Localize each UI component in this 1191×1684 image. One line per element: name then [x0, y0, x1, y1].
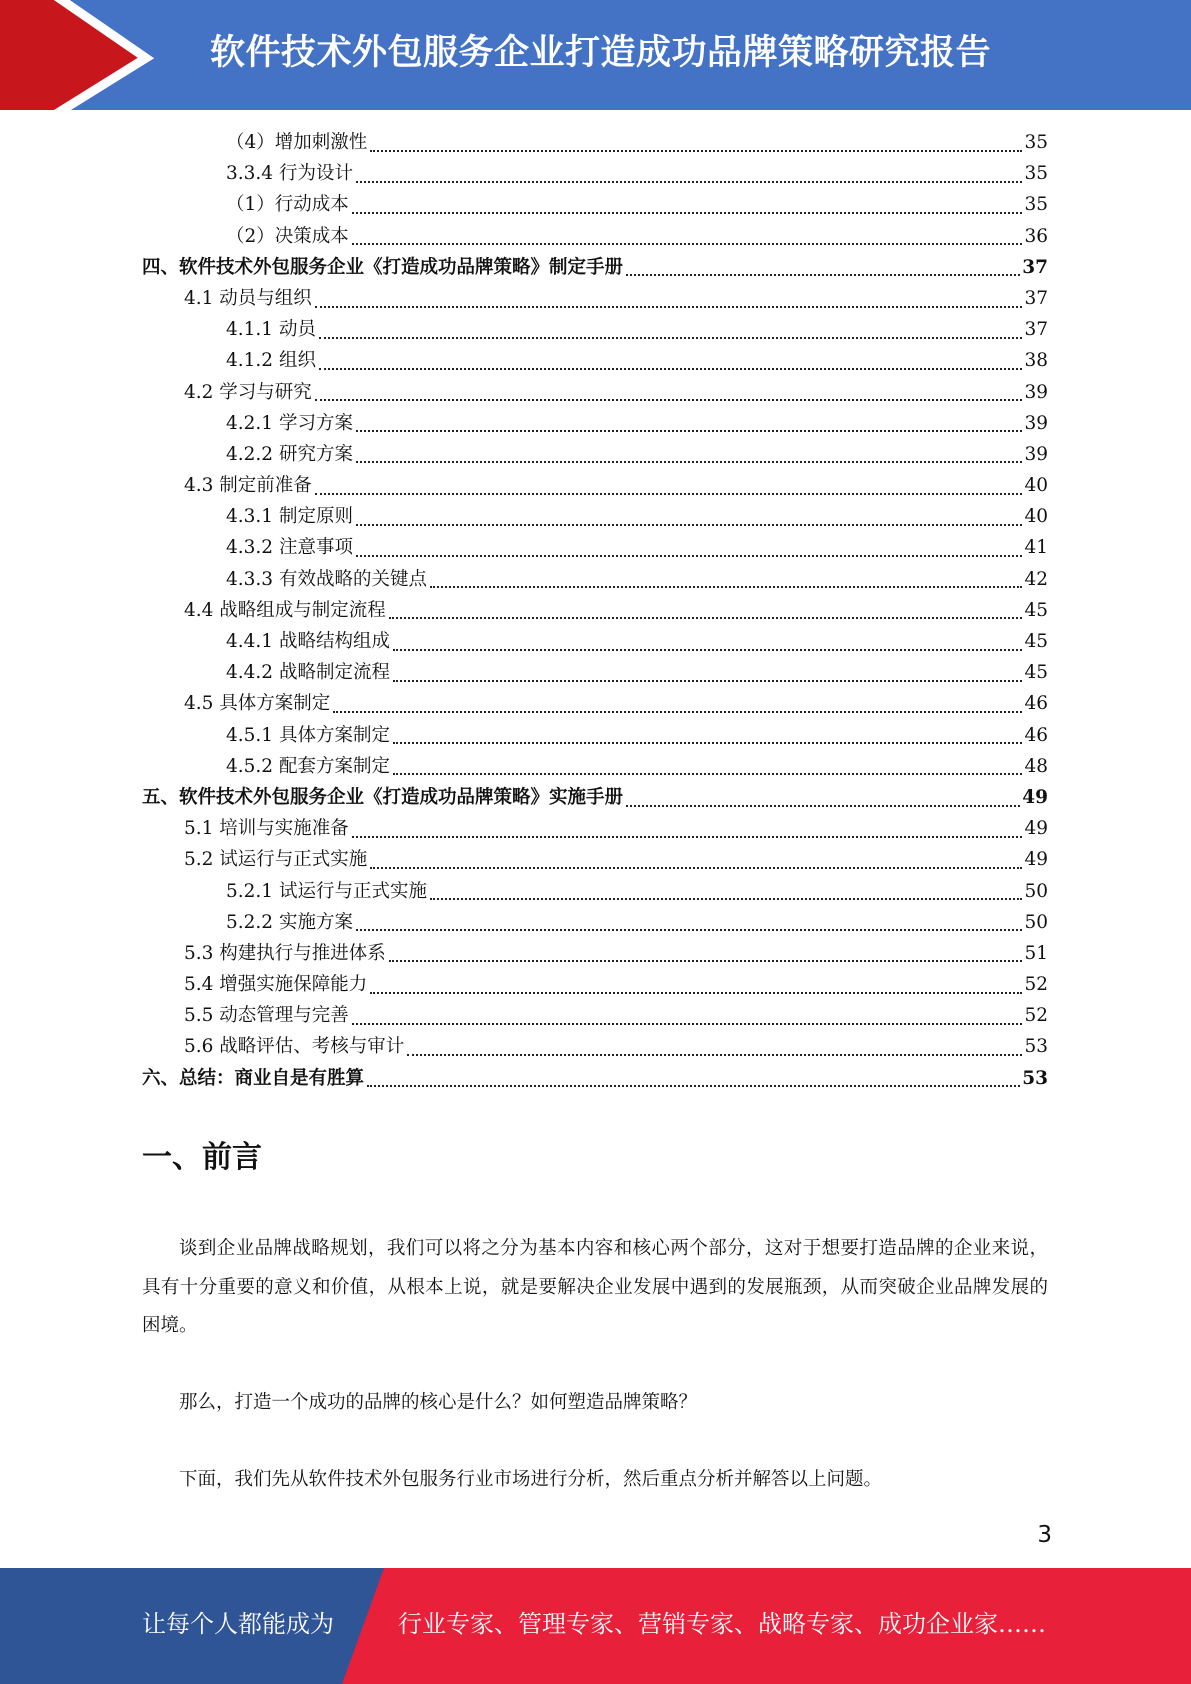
toc-entry-label: （2）决策成本	[226, 225, 349, 247]
toc-entry-label: 5.5 动态管理与完善	[184, 1005, 349, 1027]
toc-entry[interactable]	[142, 782, 1048, 813]
toc-dot-leader	[356, 406, 1023, 432]
toc-dot-leader	[389, 593, 1023, 619]
toc-entry-label: 5.4 增强实施保障能力	[184, 974, 368, 996]
toc-entry-label: 5.6 战略评估、考核与审计	[184, 1036, 405, 1058]
toc-entry-page: 49	[1024, 818, 1048, 840]
toc-dot-leader	[356, 437, 1023, 463]
toc-entry-page: 50	[1024, 880, 1048, 902]
toc-dot-leader	[393, 656, 1022, 682]
toc-dot-leader	[370, 843, 1022, 869]
toc-entry-label: 5.2.2 实施方案	[226, 911, 353, 933]
toc-entry[interactable]	[142, 189, 1048, 220]
footer-slogan-left: 让每个人都能成为	[142, 1610, 334, 1638]
toc-entry-label: 4.4.2 战略制定流程	[226, 662, 390, 684]
toc-entry-page: 53	[1022, 1067, 1048, 1089]
toc-entry[interactable]	[142, 283, 1048, 314]
toc-entry[interactable]	[142, 501, 1048, 532]
next-steps-paragraph: 下面，我们先从软件技术外包服务行业市场进行分析，然后重点分析并解答以上问题。	[179, 1469, 883, 1490]
toc-entry-label: 4.4 战略组成与制定流程	[184, 599, 386, 621]
toc-dot-leader	[352, 812, 1023, 838]
toc-entry-label: 4.4.1 战略结构组成	[226, 631, 390, 652]
toc-entry-label: 3.3.4 行为设计	[226, 163, 353, 185]
toc-entry-page: 38	[1024, 350, 1048, 372]
toc-entry-page: 45	[1024, 631, 1048, 652]
toc-entry-page: 50	[1024, 911, 1048, 933]
toc-entry-page: 37	[1022, 256, 1048, 278]
toc-entry-label: （4）增加刺激性	[226, 132, 368, 153]
toc-dot-leader	[370, 968, 1022, 994]
toc-entry-label: 4.3.2 注意事项	[226, 537, 353, 559]
page-header	[0, 0, 1191, 110]
toc-dot-leader	[352, 999, 1023, 1025]
toc-entry[interactable]	[142, 688, 1048, 719]
toc-entry-page: 46	[1024, 724, 1048, 746]
toc-dot-leader	[626, 250, 1020, 276]
toc-entry-label: 4.5 具体方案制定	[184, 693, 331, 715]
toc-entry[interactable]	[142, 907, 1048, 938]
toc-entry[interactable]	[142, 844, 1048, 875]
toc-entry-label: 4.3 制定前准备	[184, 475, 312, 497]
toc-entry[interactable]	[142, 439, 1048, 470]
toc-entry[interactable]	[142, 1063, 1048, 1094]
toc-dot-leader	[430, 874, 1022, 900]
toc-entry-label: 六、总结：商业自是有胜算	[142, 1067, 365, 1089]
footer-slogan-right: 行业专家、管理专家、营销专家、战略专家、成功企业家……	[398, 1610, 1046, 1638]
toc-entry-page: 48	[1024, 755, 1048, 777]
table-of-contents	[142, 127, 1048, 1094]
toc-entry-page: 37	[1024, 287, 1048, 309]
toc-entry[interactable]	[142, 969, 1048, 1000]
toc-entry-label: 5.3 构建执行与推进体系	[184, 942, 386, 964]
toc-entry-page: 35	[1024, 194, 1048, 216]
toc-entry-page: 49	[1024, 849, 1048, 871]
toc-entry[interactable]	[142, 813, 1048, 844]
toc-entry-label: 4.5.2 配套方案制定	[226, 755, 390, 777]
toc-dot-leader	[352, 188, 1023, 214]
toc-entry-page: 41	[1024, 537, 1048, 559]
toc-entry-label: 4.2.1 学习方案	[226, 412, 353, 434]
toc-entry[interactable]	[142, 158, 1048, 189]
toc-entry-label: 4.2 学习与研究	[184, 381, 312, 403]
toc-entry[interactable]	[142, 532, 1048, 563]
toc-dot-leader	[319, 344, 1023, 370]
toc-entry-page: 42	[1024, 568, 1048, 590]
toc-entry-label: 4.5.1 具体方案制定	[226, 724, 390, 746]
toc-entry-page: 37	[1024, 319, 1048, 341]
toc-entry[interactable]	[142, 314, 1048, 345]
toc-entry-page: 49	[1022, 786, 1048, 808]
toc-entry-page: 40	[1024, 475, 1048, 497]
toc-entry[interactable]	[142, 252, 1048, 283]
toc-dot-leader	[315, 375, 1023, 401]
toc-dot-leader	[315, 469, 1023, 495]
section-heading: 一、前言	[142, 1140, 262, 1175]
toc-entry[interactable]	[142, 595, 1048, 626]
toc-dot-leader	[407, 1030, 1022, 1056]
toc-entry-label: （1）行动成本	[226, 194, 349, 216]
toc-dot-leader	[352, 219, 1023, 245]
toc-dot-leader	[393, 749, 1022, 775]
toc-dot-leader	[356, 157, 1023, 183]
toc-entry-page: 46	[1024, 693, 1048, 715]
toc-dot-leader	[356, 500, 1023, 526]
toc-entry-label: 五、软件技术外包服务企业《打造成功品牌策略》实施手册	[142, 786, 624, 808]
toc-entry-label: 4.3.3 有效战略的关键点	[226, 568, 427, 590]
toc-entry[interactable]	[142, 1000, 1048, 1031]
toc-entry-label: 5.1 培训与实施准备	[184, 818, 349, 840]
toc-entry[interactable]	[142, 377, 1048, 408]
toc-dot-leader	[333, 687, 1022, 713]
toc-dot-leader	[626, 781, 1020, 807]
toc-entry-page: 45	[1024, 599, 1048, 621]
toc-entry-page: 52	[1024, 974, 1048, 996]
toc-dot-leader	[370, 126, 1022, 152]
toc-entry[interactable]	[142, 345, 1048, 376]
toc-entry-page: 52	[1024, 1005, 1048, 1027]
toc-entry[interactable]	[142, 657, 1048, 688]
toc-entry-page: 36	[1024, 225, 1048, 247]
toc-entry-page: 40	[1024, 506, 1048, 528]
toc-entry-page: 45	[1024, 662, 1048, 684]
toc-entry[interactable]	[142, 876, 1048, 907]
toc-entry-page: 51	[1024, 942, 1048, 964]
toc-entry[interactable]	[142, 408, 1048, 439]
toc-entry[interactable]	[142, 1031, 1048, 1062]
toc-entry-label: 4.1 动员与组织	[184, 287, 312, 309]
toc-dot-leader	[389, 936, 1023, 962]
toc-dot-leader	[393, 625, 1022, 651]
toc-entry-label: 4.1.1 动员	[226, 319, 316, 341]
toc-dot-leader	[315, 282, 1023, 308]
toc-entry-page: 39	[1024, 412, 1048, 434]
intro-paragraph: 谈到企业品牌战略规划，我们可以将之分为基本内容和核心两个部分，这对于想要打造品牌的企业来说，具有十分重要的意义和价值，从根本上说，就是要解决企业发展中遇到的发展瓶颈，从而突破企业品牌发展的困境。	[142, 1238, 1048, 1336]
toc-entry-label: 5.2.1 试运行与正式实施	[226, 880, 427, 902]
toc-entry-label: 4.2.2 研究方案	[226, 443, 353, 465]
page-footer	[0, 1568, 1191, 1684]
header-red-chevron	[0, 0, 150, 110]
toc-entry[interactable]	[142, 127, 1048, 158]
toc-entry-label: 4.1.2 组织	[226, 350, 316, 372]
toc-entry[interactable]	[142, 626, 1048, 657]
toc-entry[interactable]	[142, 564, 1048, 595]
toc-entry-page: 35	[1024, 132, 1048, 153]
toc-dot-leader	[430, 562, 1022, 588]
toc-entry[interactable]	[142, 720, 1048, 751]
toc-entry-label: 四、软件技术外包服务企业《打造成功品牌策略》制定手册	[142, 256, 624, 278]
report-title: 软件技术外包服务企业打造成功品牌策略研究报告	[210, 33, 992, 73]
question-paragraph: 那么，打造一个成功的品牌的核心是什么？如何塑造品牌策略？	[179, 1392, 698, 1413]
toc-entry[interactable]	[142, 938, 1048, 969]
toc-entry-label: 5.2 试运行与正式实施	[184, 849, 368, 871]
toc-entry[interactable]	[142, 221, 1048, 252]
toc-entry-label: 4.3.1 制定原则	[226, 506, 353, 528]
toc-entry-page: 39	[1024, 443, 1048, 465]
toc-dot-leader	[319, 313, 1023, 339]
toc-dot-leader	[356, 905, 1023, 931]
toc-dot-leader	[393, 718, 1022, 744]
toc-entry-page: 39	[1024, 381, 1048, 403]
toc-entry-page: 35	[1024, 163, 1048, 185]
toc-entry[interactable]	[142, 751, 1048, 782]
page-number: 3	[1037, 1522, 1052, 1548]
toc-dot-leader	[367, 1061, 1020, 1087]
toc-entry-page: 53	[1024, 1036, 1048, 1058]
toc-entry[interactable]	[142, 470, 1048, 501]
toc-dot-leader	[356, 531, 1023, 557]
